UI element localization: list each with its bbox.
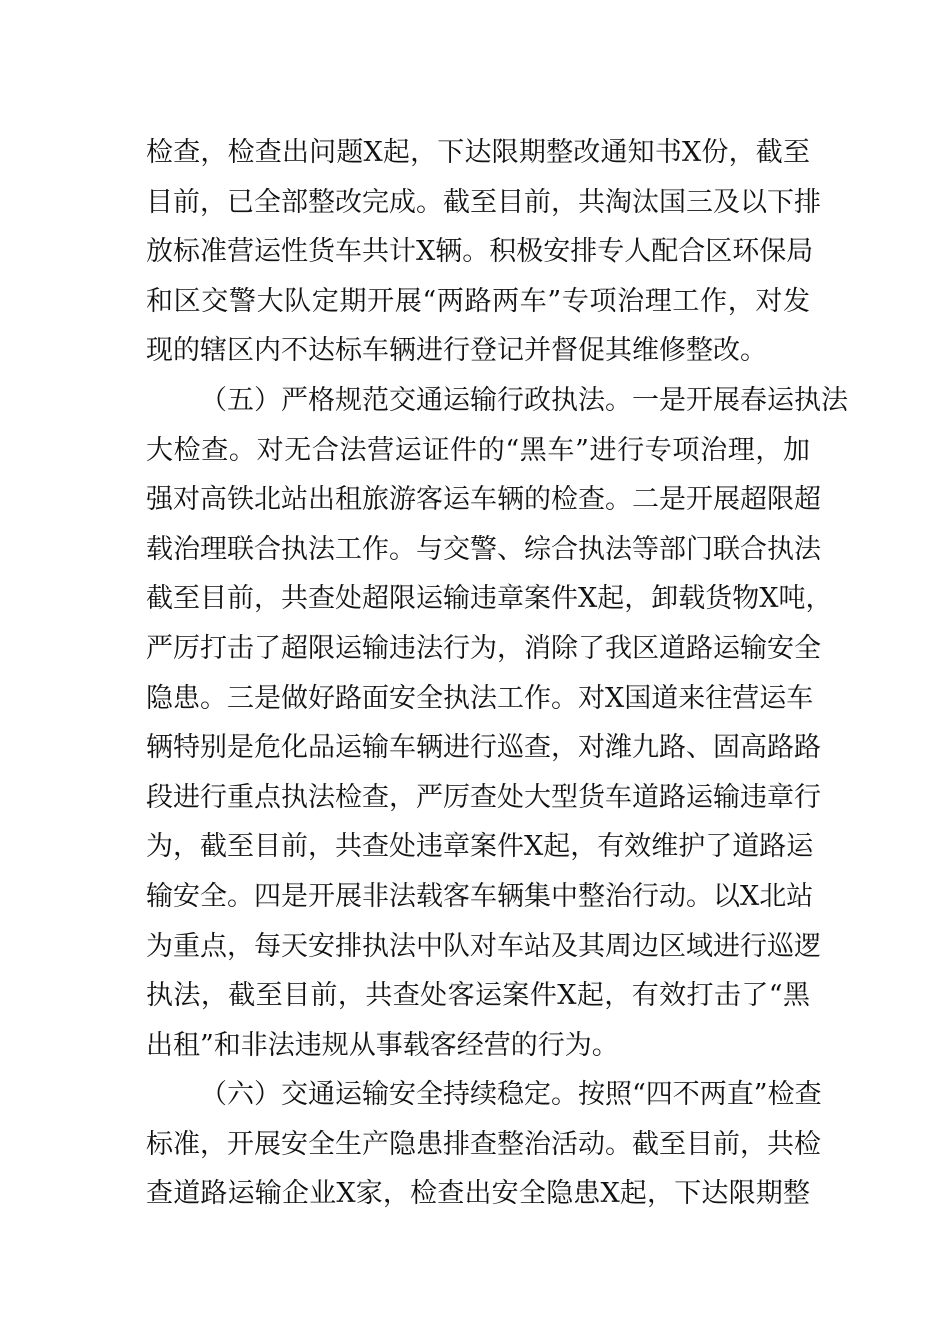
- text-line: 执法，截至目前，共查处客运案件X起，有效打击了“黑: [146, 980, 810, 1012]
- text-line: 载治理联合执法工作。与交警、综合执法等部门联合执法: [146, 533, 821, 565]
- text-line: 检查，检查出问题X起，下达限期整改通知书X份，截至: [146, 137, 810, 168]
- text-line: 标准，开展安全生产隐患排查整治活动。截至目前，共检: [146, 1128, 821, 1160]
- text-line: 严厉打击了超限运输违法行为，消除了我区道路运输安全: [146, 632, 821, 664]
- text-line: 辆特别是危化品运输车辆进行巡查，对潍九路、固高路路: [146, 732, 821, 764]
- text-line: 段进行重点执法检查，严厉查处大型货车道路运输违章行: [146, 781, 821, 813]
- text-line: 为重点，每天安排执法中队对车站及其周边区域进行巡逻: [146, 930, 821, 962]
- text-line: 出租”和非法违规从事载客经营的行为。: [146, 1029, 619, 1061]
- body-text: [146, 128, 848, 1219]
- text-line: 放标准营运性货车共计X辆。积极安排专人配合区环保局: [146, 236, 814, 268]
- paragraph-start-line: （五）严格规范交通运输行政执法。一是开展春运执法: [200, 384, 848, 416]
- text-line: 为，截至目前，共查处违章案件X起，有效维护了道路运: [146, 831, 814, 863]
- text-line: 隐患。三是做好路面安全执法工作。对X国道来往营运车: [146, 682, 814, 714]
- text-line: 输安全。四是开展非法载客车辆集中整治行动。以X北站: [146, 880, 814, 912]
- text-line: 截至目前，共查处超限运输违章案件X起，卸载货物X吨，: [146, 583, 833, 615]
- text-line: 现的辖区内不达标车辆进行登记并督促其维修整改。: [146, 335, 767, 367]
- paragraph-start-line: （六）交通运输安全持续稳定。按照“四不两直”检查: [200, 1079, 822, 1111]
- text-line: 查道路运输企业X家，检查出安全隐患X起，下达限期整: [146, 1178, 810, 1210]
- text-line: 和区交警大队定期开展“两路两车”专项治理工作，对发: [146, 285, 810, 317]
- text-line: 大检查。对无合法营运证件的“黑车”进行专项治理，加: [146, 434, 810, 466]
- text-line: 目前，已全部整改完成。截至目前，共淘汰国三及以下排: [146, 186, 821, 218]
- text-line: 强对高铁北站出租旅游客运车辆的检查。二是开展超限超: [146, 484, 821, 516]
